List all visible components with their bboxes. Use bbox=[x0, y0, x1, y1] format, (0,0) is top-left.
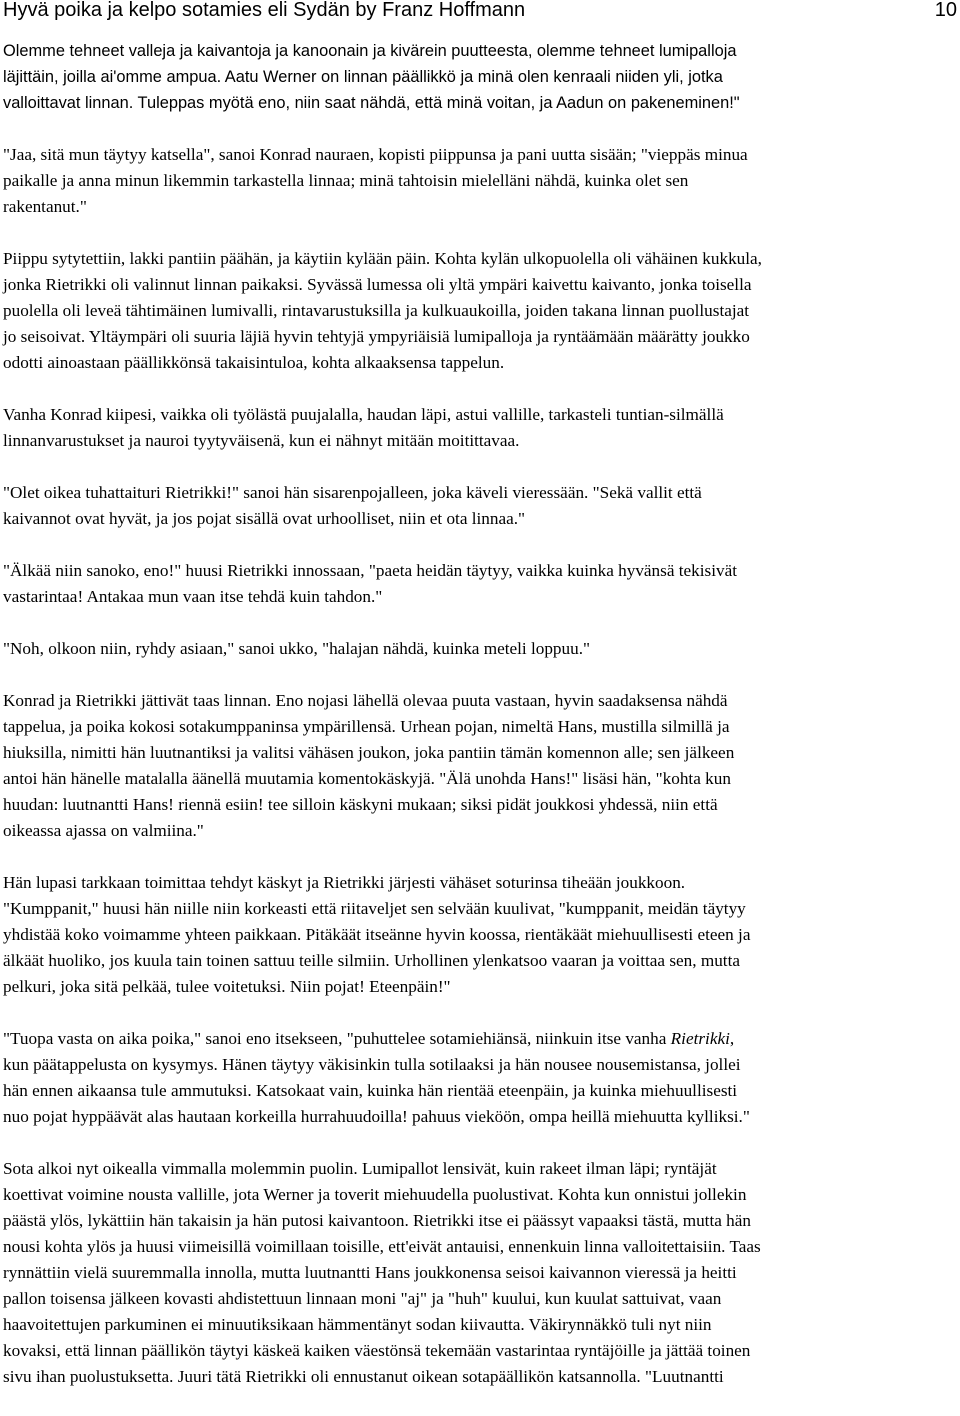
text-line: Konrad ja Rietrikki jättivät taas linnan. Eno nojasi lähellä olevaa puuta vastaan, hyvin saadaksensa nähdä bbox=[3, 691, 728, 710]
text-line: hiuksilla, nimitti hän luutnantiksi ja valitsi vähäsen joukon, joka pantiin tämän komennon alle; sen jälkeen bbox=[3, 743, 735, 762]
text-line: Vanha Konrad kiipesi, vaikka oli työlästä puujalalla, haudan läpi, astui vallille, tarkasteli tuntian-silmällä bbox=[3, 405, 724, 424]
text-line: haavoitettujen parkuminen ei minuutiksikaan hämmentänyt sodan kiivautta. Väkirynnäkkö tuli nyt niin bbox=[3, 1315, 712, 1334]
text-line: nousi kohta ylös ja huusi viimeisillä voimillaan toisille, ett'eivät antauisi, ennenkuin linna valloitettaisiin. Taas bbox=[3, 1237, 761, 1256]
text-line: hän ennen aikaansa tule ammutuksi. Katsokaat vain, kuinka hän rientää eteenpäin, ja kuinka miehuullisesti bbox=[3, 1081, 738, 1100]
text-line bbox=[3, 1026, 960, 1052]
text-line: sivu ihan puolustuksetta. Juuri tätä Rietrikki oli ennustanut oikean sotapäällikön katsannolla. "Luutnantti bbox=[3, 1367, 724, 1386]
text-line: pallon toisensa jälkeen kovasti ahdistettuun linnaan moni "aj" ja "huh" kuului, kun kuulat sattuivat, vaan bbox=[3, 1289, 722, 1308]
text-line: älkäät huoliko, jos kuula tain toinen sattuu teille silmiin. Urhollinen ylenkatsoo vaaran ja voittaa sen, mutta bbox=[3, 951, 740, 970]
text-line: "Olet oikea tuhattaituri Rietrikki!" sanoi hän sisarenpojalleen, joka käveli vieressään. "Sekä vallit että bbox=[3, 483, 702, 502]
paragraph bbox=[3, 558, 960, 610]
paragraph bbox=[3, 1026, 960, 1130]
text-line: nuo pojat hyppäävät alas hautaan korkeilla hurrahuudoilla! pahuus vieköön, ompa heillä miehuutta kylliksi." bbox=[3, 1107, 750, 1126]
text-line: vastarintaa! Antakaa mun vaan itse tehdä kuin tahdon." bbox=[3, 587, 383, 606]
text-line: pelkuri, joka sitä pelkää, tulee voitetuksi. Niin pojat! Eteenpäin!" bbox=[3, 977, 451, 996]
text-line: rakentanut." bbox=[3, 197, 87, 216]
text-line: kovaksi, että linnan päällikön täytyi käskeä kaiken väestönsä tekemään vastarintaa ryntäjöille ja jättää toinen bbox=[3, 1341, 751, 1360]
page-header bbox=[0, 0, 960, 26]
text-line: kun päätappelusta on kysymys. Hänen täytyy väkisinkin tulla sotilaaksi ja hän nousee nousemistansa, jollei bbox=[3, 1055, 741, 1074]
text-line: päästä ylös, lykättiin hän takaisin ja hän putosi kaivantoon. Rietrikki itse ei päässyt vapaaksi tästä, mutta hän bbox=[3, 1211, 751, 1230]
paragraph bbox=[3, 246, 960, 376]
text-line: kaivannot ovat hyvät, ja jos pojat sisällä ovat urhoolliset, niin et ota linnaa." bbox=[3, 509, 526, 528]
paragraph bbox=[3, 402, 960, 454]
paragraph bbox=[3, 688, 960, 844]
italic-name: Rietrikki bbox=[670, 1029, 730, 1048]
text-line: "Älkää niin sanoko, eno!" huusi Rietrikki innossaan, "paeta heidän täytyy, vaikka kuinka hyvänsä tekisivät bbox=[3, 561, 738, 580]
book-title: Hyvä poika ja kelpo sotamies eli Sydän by Franz Hoffmann bbox=[3, 0, 526, 21]
text-run: , bbox=[729, 1029, 735, 1048]
paragraph bbox=[3, 1156, 960, 1390]
text-line: koettivat voimine nousta vallille, jota Werner ja toverit miehuudella puolustivat. Kohta kun onnistui jollekin bbox=[3, 1185, 747, 1204]
text-line: paikalle ja anna minun likemmin tarkastella linnaa; minä tahtoisin mielelläni nähdä, kuinka olet sen bbox=[3, 171, 689, 190]
text-line: valloittavat linnan. Tuleppas myötä eno, niin saat nähdä, että minä voitan, ja Aadun on pakeneminen!" bbox=[3, 94, 740, 112]
text-line: oikeassa ajassa on valmiina." bbox=[3, 821, 204, 840]
text-run: "Tuopa vasta on aika poika," sanoi eno itsekseen, "puhuttelee sotamiehiänsä, niinkuin itse vanha bbox=[3, 1029, 671, 1048]
paragraph bbox=[3, 142, 960, 220]
text-line: "Jaa, sitä mun täytyy katsella", sanoi Konrad nauraen, kopisti piippunsa ja pani uutta sisään; "vieppäs minua bbox=[3, 145, 748, 164]
paragraph bbox=[3, 870, 960, 1000]
text-line: "Noh, olkoon niin, ryhdy asiaan," sanoi ukko, "halajan nähdä, kuinka meteli loppuu." bbox=[3, 639, 591, 658]
text-line: jo seisoivat. Yltäympäri oli suuria läjiä hyvin tehtyjä ympyriäisiä lumipalloja ja ryntäämään määrätty joukko bbox=[3, 327, 750, 346]
text-line: rynnättiin vielä suuremmalla innolla, mutta luutnantti Hans joukkonensa seisoi kaivannon vieressä ja heitti bbox=[3, 1263, 737, 1282]
text-line: yhdistää koko voimamme yhteen paikkaan. Pitäkäät itseänne hyvin koossa, rientäkäät miehuullisesti eteen ja bbox=[3, 925, 751, 944]
text-line: linnanvarustukset ja nauroi tyytyväisenä, kun ei nähnyt mitään moitittavaa. bbox=[3, 431, 520, 450]
paragraph bbox=[3, 38, 960, 116]
text-line: läjittäin, joilla ai'omme ampua. Aatu Werner on linnan päällikkö ja minä olen kenraali niiden yli, jotka bbox=[3, 68, 723, 86]
text-line: odotti ainoastaan päällikkönsä takaisintuloa, kohta alkaaksensa tappelun. bbox=[3, 353, 505, 372]
text-line: Piippu sytytettiin, lakki pantiin päähän, ja käytiin kylään päin. Kohta kylän ulkopuolella oli vähäinen kukkula, bbox=[3, 249, 762, 268]
book-text bbox=[3, 38, 960, 1416]
text-line: Olemme tehneet valleja ja kaivantoja ja kanoonain ja kivärein puutteesta, olemme tehneet lumipalloja bbox=[3, 42, 737, 60]
text-line: Hän lupasi tarkkaan toimittaa tehdyt käskyt ja Rietrikki järjesti vähäset soturinsa tiheään joukkoon. bbox=[3, 873, 686, 892]
text-line: jonka Rietrikki oli valinnut linnan paikaksi. Syvässä lumessa oli yltä ympäri kaivettu kaivanto, jonka toisella bbox=[3, 275, 752, 294]
paragraph bbox=[3, 480, 960, 532]
text-line: puolella oli leveä tähtimäinen lumivalli, rintavarustuksilla ja kulkuaukoilla, joiden takana linnan puollustajat bbox=[3, 301, 750, 320]
paragraph bbox=[3, 636, 960, 662]
text-line: "Kumppanit," huusi hän niille niin korkeasti että riitaveljet sen selvään kuulivat, "kumppanit, meidän täytyy bbox=[3, 899, 746, 918]
text-line: Sota alkoi nyt oikealla vimmalla molemmin puolin. Lumipallot lensivät, kuin rakeet ilman läpi; ryntäjät bbox=[3, 1159, 717, 1178]
text-line: tappelua, ja poika kokosi sotakumppaninsa ympärillensä. Urhean pojan, nimeltä Hans, mustilla silmillä ja bbox=[3, 717, 730, 736]
text-line: huudan: luutnantti Hans! riennä esiin! tee silloin käskyni mukaan; siksi pidät joukkosi yhdessä, niin että bbox=[3, 795, 718, 814]
page-number: 10 bbox=[934, 0, 957, 21]
text-line: antoi hän hänelle matalalla äänellä muutamia komentokäskyjä. "Älä unohda Hans!" lisäsi hän, "kohta kun bbox=[3, 769, 731, 788]
